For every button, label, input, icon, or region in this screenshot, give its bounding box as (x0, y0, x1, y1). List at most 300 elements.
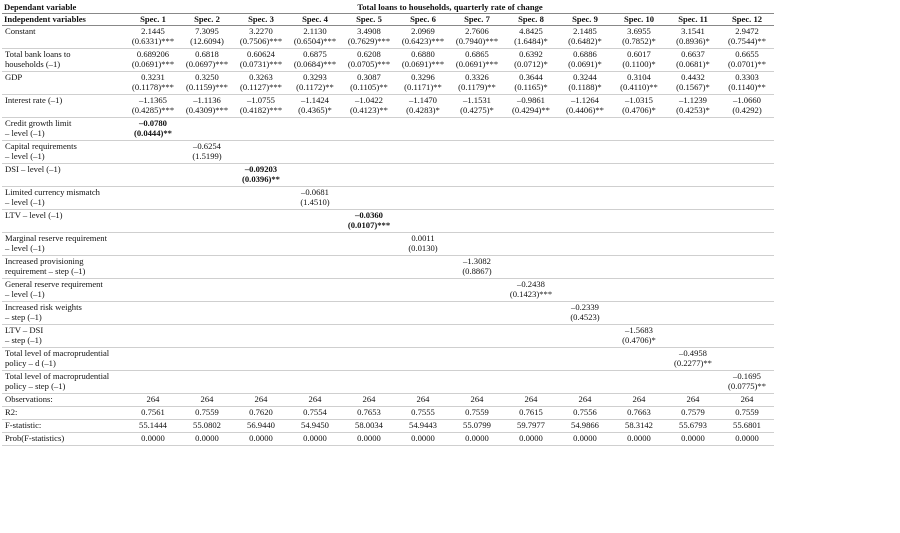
row-label-line: Total bank loans to (5, 49, 71, 59)
cell-value: 264 (416, 394, 430, 404)
table-cell (558, 95, 612, 118)
cell-value: 0.6880 (411, 49, 435, 59)
table-cell (396, 433, 450, 446)
cell-value: 55.1444 (139, 420, 167, 430)
table-cell (234, 371, 288, 394)
table-cell (126, 371, 180, 394)
table-cell (558, 187, 612, 210)
table-cell (450, 164, 504, 187)
cell-value: 55.0802 (193, 420, 221, 430)
table-cell (288, 233, 342, 256)
table-cell (288, 164, 342, 187)
table-row (2, 302, 774, 325)
table-cell (396, 371, 450, 394)
table-cell (396, 118, 450, 141)
cell-value: 3.6955 (627, 26, 651, 36)
cell-value: 0.0000 (141, 433, 165, 443)
spec-header-3: Spec. 3 (234, 14, 288, 26)
table-cell (234, 118, 288, 141)
table-cell (342, 279, 396, 302)
table-cell (126, 164, 180, 187)
table-cell (612, 187, 666, 210)
cell-value: (0.1423)*** (509, 289, 553, 299)
cell-value: 0.7663 (627, 407, 651, 417)
cell-value: 0.6865 (465, 49, 489, 59)
cell-value: (0.1105)** (350, 82, 388, 92)
table-cell (504, 325, 558, 348)
cell-value: (0.8936)* (676, 36, 710, 46)
cell-value: (0.4706)* (622, 335, 656, 345)
cell-value: (0.0130) (408, 243, 438, 253)
table-cell (612, 371, 666, 394)
table-cell (288, 187, 342, 210)
table-row (2, 348, 774, 371)
cell-value: 0.7559 (465, 407, 489, 417)
table-cell (180, 325, 234, 348)
table-cell (558, 348, 612, 371)
row-label-line: – level (–1) (5, 289, 45, 299)
table-row (2, 325, 774, 348)
table-cell (558, 325, 612, 348)
cell-value: (0.0691)*** (131, 59, 175, 69)
cell-value: (0.0705)*** (347, 59, 391, 69)
table-cell (126, 210, 180, 233)
table-cell (504, 141, 558, 164)
table-cell (504, 433, 558, 446)
row-label-line: Total level of macroprudential (5, 371, 110, 381)
cell-value: –0.2438 (517, 279, 545, 289)
table-cell (666, 256, 720, 279)
table-cell (234, 164, 288, 187)
cell-value: 0.7561 (141, 407, 165, 417)
table-cell (612, 302, 666, 325)
cell-value: 0.0000 (519, 433, 543, 443)
cell-value: –1.5683 (625, 325, 653, 335)
table-cell (450, 210, 504, 233)
cell-value: (0.6331)*** (131, 36, 175, 46)
table-cell (234, 26, 288, 49)
table-cell (666, 325, 720, 348)
table-cell (720, 256, 774, 279)
row-label-line: Increased provisioning (5, 256, 84, 266)
cell-value: 0.6637 (681, 49, 705, 59)
cell-value: –1.0422 (355, 95, 383, 105)
table-cell (504, 26, 558, 49)
row-label-line: policy – d (–1) (5, 358, 56, 368)
table-cell (666, 420, 720, 433)
cell-value: –0.9861 (517, 95, 545, 105)
row-label-line: Observations: (5, 394, 53, 404)
cell-value: (0.4292) (732, 105, 762, 115)
table-cell (126, 72, 180, 95)
table-cell (180, 233, 234, 256)
table-cell (234, 141, 288, 164)
table-cell (612, 348, 666, 371)
table-cell (342, 433, 396, 446)
spec-header-6: Spec. 6 (396, 14, 450, 26)
cell-value: –1.0660 (733, 95, 761, 105)
row-label-line: LTV – level (–1) (5, 210, 63, 220)
row-label-line: – level (–1) (5, 197, 45, 207)
table-cell (720, 302, 774, 325)
cell-value: (0.4110)** (620, 82, 658, 92)
table-cell (396, 233, 450, 256)
table-cell (666, 95, 720, 118)
row-label-line: LTV – DSI (5, 325, 44, 335)
table-cell (612, 279, 666, 302)
cell-value: 0.0000 (303, 433, 327, 443)
cell-value: 0.6392 (519, 49, 543, 59)
table-row (2, 256, 774, 279)
row-label (2, 371, 126, 394)
table-cell (450, 302, 504, 325)
table-cell (288, 433, 342, 446)
table-cell (450, 348, 504, 371)
table-cell (612, 95, 666, 118)
table-cell (666, 187, 720, 210)
table-cell (234, 394, 288, 407)
table-cell (504, 95, 558, 118)
cell-value: 264 (470, 394, 484, 404)
table-cell (612, 26, 666, 49)
cell-value: (0.8867) (462, 266, 492, 276)
table-cell (450, 49, 504, 72)
table-cell (450, 141, 504, 164)
cell-value: (0.7852)* (622, 36, 656, 46)
cell-value: 0.7554 (303, 407, 327, 417)
table-row (2, 279, 774, 302)
table-cell (234, 210, 288, 233)
table-row (2, 141, 774, 164)
cell-value: (0.6482)* (568, 36, 602, 46)
cell-value: 0.0000 (195, 433, 219, 443)
row-label-line: General reserve requirement (5, 279, 103, 289)
cell-value: –1.1239 (679, 95, 707, 105)
table-cell (396, 394, 450, 407)
row-label-line: Constant (5, 26, 36, 36)
cell-value: 2.1130 (303, 26, 327, 36)
row-label (2, 72, 126, 95)
table-cell (558, 118, 612, 141)
cell-value: 0.6208 (357, 49, 381, 59)
cell-value: (0.1127)*** (240, 82, 282, 92)
cell-value: 0.0000 (627, 433, 651, 443)
cell-value: (0.4182)*** (239, 105, 283, 115)
cell-value: 0.0000 (249, 433, 273, 443)
table-cell (720, 279, 774, 302)
table-cell (342, 256, 396, 279)
table-cell (288, 256, 342, 279)
cell-value: 0.7620 (249, 407, 273, 417)
table-cell (396, 164, 450, 187)
table-cell (180, 95, 234, 118)
table-cell (504, 279, 558, 302)
cell-value: (0.7629)*** (347, 36, 391, 46)
row-label-line: F-statistic: (5, 420, 42, 430)
table-cell (180, 420, 234, 433)
cell-value: (1.4510) (300, 197, 330, 207)
row-label (2, 210, 126, 233)
cell-value: (0.1172)** (296, 82, 334, 92)
table-cell (720, 371, 774, 394)
table-row (2, 433, 774, 446)
cell-value: 0.0000 (411, 433, 435, 443)
table-cell (288, 302, 342, 325)
table-cell (504, 420, 558, 433)
table-cell (666, 118, 720, 141)
cell-value: 2.1445 (141, 26, 165, 36)
row-label-line: Increased risk weights (5, 302, 82, 312)
table-cell (720, 95, 774, 118)
table-body (2, 26, 774, 446)
table-cell (666, 72, 720, 95)
table-cell (126, 325, 180, 348)
row-label (2, 420, 126, 433)
cell-value: 0.3303 (735, 72, 759, 82)
cell-value: 0.7615 (519, 407, 543, 417)
table-cell (720, 49, 774, 72)
cell-value: (0.0681)* (676, 59, 710, 69)
table-cell (180, 433, 234, 446)
table-cell (720, 164, 774, 187)
cell-value: 264 (632, 394, 646, 404)
cell-value: 0.7555 (411, 407, 435, 417)
dependent-variable-value: Total loans to households, quarterly rate of change (126, 2, 774, 14)
table-cell (126, 302, 180, 325)
cell-value: 3.1541 (681, 26, 705, 36)
cell-value: (0.6423)*** (401, 36, 445, 46)
cell-value: 0.60624 (247, 49, 275, 59)
cell-value: –1.1136 (193, 95, 221, 105)
table-cell (558, 279, 612, 302)
row-label (2, 49, 126, 72)
table-cell (720, 210, 774, 233)
table-cell (180, 348, 234, 371)
table-cell (720, 72, 774, 95)
table-cell (504, 49, 558, 72)
cell-value: (0.1567)* (676, 82, 710, 92)
table-cell (558, 233, 612, 256)
table-cell (612, 394, 666, 407)
table-cell (288, 348, 342, 371)
cell-value: 0.3293 (303, 72, 327, 82)
table-row (2, 95, 774, 118)
table-cell (126, 141, 180, 164)
cell-value: 0.6655 (735, 49, 759, 59)
table-row (2, 26, 774, 49)
table-cell (612, 210, 666, 233)
row-label (2, 348, 126, 371)
table-cell (342, 26, 396, 49)
cell-value: 2.7606 (465, 26, 489, 36)
row-label-line: – step (–1) (5, 335, 42, 345)
row-label-line: – level (–1) (5, 151, 45, 161)
table-row (2, 187, 774, 210)
cell-value: (0.4285)*** (131, 105, 175, 115)
table-cell (342, 210, 396, 233)
table-cell (666, 141, 720, 164)
table-cell (126, 394, 180, 407)
table-cell (342, 371, 396, 394)
cell-value: (0.4309)*** (185, 105, 229, 115)
table-cell (234, 95, 288, 118)
cell-value: 264 (200, 394, 214, 404)
table-cell (234, 187, 288, 210)
table-cell (126, 95, 180, 118)
row-label-line: Limited currency mismatch (5, 187, 100, 197)
table-cell (504, 302, 558, 325)
cell-value: –1.1424 (301, 95, 329, 105)
cell-value: (0.4406)** (566, 105, 604, 115)
row-label (2, 433, 126, 446)
row-label (2, 233, 126, 256)
cell-value: –0.4958 (679, 348, 707, 358)
table-cell (504, 187, 558, 210)
table-cell (288, 141, 342, 164)
row-label-line: requirement – step (–1) (5, 266, 86, 276)
cell-value: (0.4275)* (460, 105, 494, 115)
table-cell (234, 420, 288, 433)
table-cell (450, 394, 504, 407)
row-label-line: GDP (5, 72, 23, 82)
table-cell (450, 279, 504, 302)
cell-value: 55.6801 (733, 420, 761, 430)
table-cell (612, 49, 666, 72)
table-cell (180, 164, 234, 187)
table-cell (558, 49, 612, 72)
table-cell (666, 49, 720, 72)
table-cell (342, 407, 396, 420)
table-cell (126, 256, 180, 279)
table-cell (126, 49, 180, 72)
cell-value: 264 (578, 394, 592, 404)
cell-value: –1.1365 (139, 95, 167, 105)
table-cell (126, 433, 180, 446)
cell-value: (0.7506)*** (239, 36, 283, 46)
cell-value: –0.2339 (571, 302, 599, 312)
table-cell (396, 26, 450, 49)
cell-value: (0.0444)** (134, 128, 172, 138)
cell-value: (0.0701)** (728, 59, 766, 69)
table-cell (720, 348, 774, 371)
cell-value: (0.0775)** (728, 381, 766, 391)
table-cell (234, 348, 288, 371)
table-cell (396, 279, 450, 302)
cell-value: –1.0315 (625, 95, 653, 105)
row-label (2, 256, 126, 279)
cell-value: 264 (686, 394, 700, 404)
row-label (2, 394, 126, 407)
table-cell (612, 72, 666, 95)
cell-value: 0.7556 (573, 407, 597, 417)
cell-value: 2.0969 (411, 26, 435, 36)
cell-value: (0.0684)*** (293, 59, 337, 69)
cell-value: 55.6793 (679, 420, 707, 430)
table-cell (558, 26, 612, 49)
cell-value: –1.1264 (571, 95, 599, 105)
cell-value: 0.6818 (195, 49, 219, 59)
table-cell (612, 233, 666, 256)
cell-value: –1.1531 (463, 95, 491, 105)
cell-value: 58.3142 (625, 420, 653, 430)
cell-value: –0.6254 (193, 141, 221, 151)
table-cell (666, 433, 720, 446)
table-cell (396, 141, 450, 164)
row-label (2, 302, 126, 325)
cell-value: –0.1695 (733, 371, 761, 381)
table-cell (504, 394, 558, 407)
table-cell (180, 394, 234, 407)
cell-value: 0.3244 (573, 72, 597, 82)
table-cell (288, 407, 342, 420)
cell-value: (0.4283)* (406, 105, 440, 115)
table-cell (234, 325, 288, 348)
row-label-line: – level (–1) (5, 128, 45, 138)
cell-value: (0.0396)** (242, 174, 280, 184)
cell-value: 0.0011 (411, 233, 435, 243)
cell-value: –1.1470 (409, 95, 437, 105)
table-cell (450, 407, 504, 420)
table-cell (504, 371, 558, 394)
cell-value: 3.4908 (357, 26, 381, 36)
table-cell (558, 371, 612, 394)
cell-value: 55.0799 (463, 420, 491, 430)
table-cell (666, 233, 720, 256)
table-row (2, 164, 774, 187)
table-cell (666, 210, 720, 233)
table-cell (450, 433, 504, 446)
cell-value: (0.0731)*** (239, 59, 283, 69)
cell-value: (0.1100)* (622, 59, 656, 69)
table-cell (180, 210, 234, 233)
table-cell (666, 302, 720, 325)
table-cell (396, 210, 450, 233)
table-cell (666, 26, 720, 49)
cell-value: 0.7579 (681, 407, 705, 417)
table-cell (180, 26, 234, 49)
table-cell (450, 187, 504, 210)
table-cell (558, 210, 612, 233)
table-cell (450, 118, 504, 141)
table-cell (396, 49, 450, 72)
spec-header-row (2, 14, 774, 26)
row-label-line: Credit growth limit (5, 118, 72, 128)
table-cell (396, 256, 450, 279)
cell-value: 0.6875 (303, 49, 327, 59)
cell-value: 0.7559 (195, 407, 219, 417)
cell-value: –0.0681 (301, 187, 329, 197)
table-cell (126, 348, 180, 371)
cell-value: (0.0697)*** (185, 59, 229, 69)
row-label (2, 164, 126, 187)
cell-value: (0.1140)** (728, 82, 766, 92)
table-row (2, 371, 774, 394)
table-cell (126, 420, 180, 433)
cell-value: (0.1165)* (514, 82, 548, 92)
cell-value: 54.9443 (409, 420, 437, 430)
table-cell (450, 325, 504, 348)
spec-header-8: Spec. 8 (504, 14, 558, 26)
cell-value: –0.0780 (139, 118, 167, 128)
spec-header-2: Spec. 2 (180, 14, 234, 26)
table-cell (288, 26, 342, 49)
spec-header-4: Spec. 4 (288, 14, 342, 26)
cell-value: 0.3231 (141, 72, 165, 82)
table-cell (342, 49, 396, 72)
spec-header-5: Spec. 5 (342, 14, 396, 26)
table-cell (180, 256, 234, 279)
spec-header-9: Spec. 9 (558, 14, 612, 26)
